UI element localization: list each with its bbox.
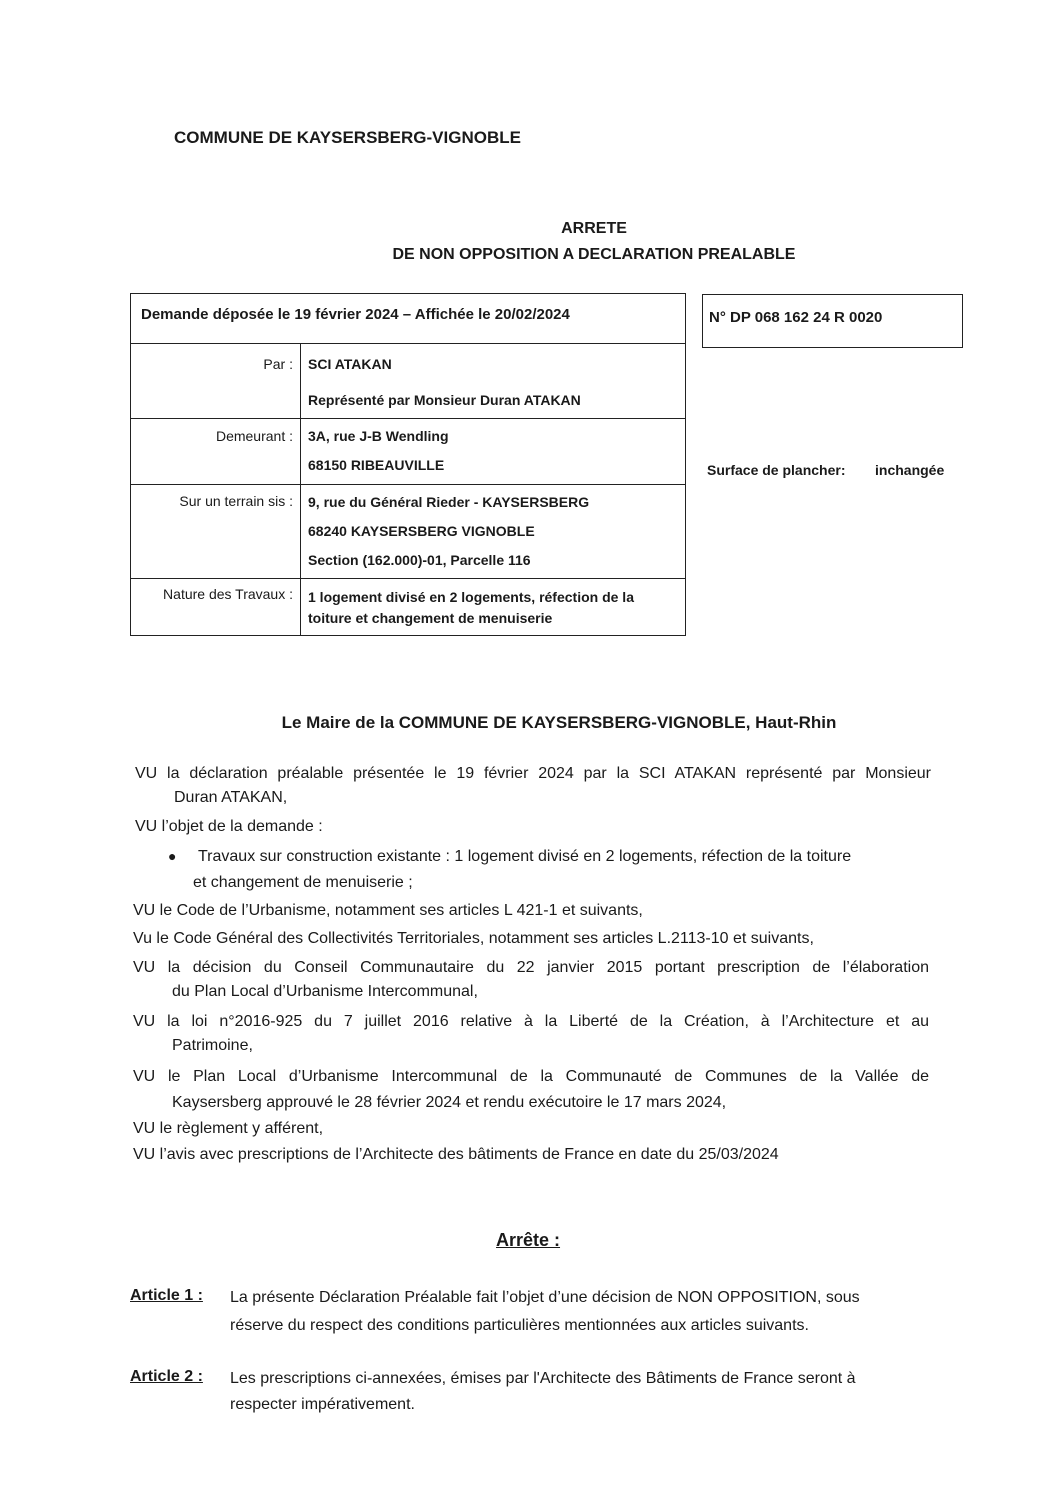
title-subject: DE NON OPPOSITION A DECLARATION PREALABLE bbox=[392, 246, 796, 263]
label-par: Par : bbox=[263, 356, 293, 372]
vu-line: VU l’objet de la demande : bbox=[135, 818, 323, 835]
vu-line: VU la décision du Conseil Communautaire du 22 janvier 2015 portant prescription de l’élaboration bbox=[133, 959, 929, 976]
value-terrain-street: 9, rue du Général Rieder - KAYSERSBERG bbox=[308, 494, 590, 510]
vu-line: VU la loi n°2016-925 du 7 juillet 2016 relative à la Liberté de la Création, à l’Architecture et au bbox=[133, 1013, 929, 1030]
vu-line: Duran ATAKAN, bbox=[174, 789, 288, 806]
value-representative: Représenté par Monsieur Duran ATAKAN bbox=[308, 392, 581, 408]
vu-bullet-line: Travaux sur construction existante : 1 logement divisé en 2 logements, réfection de la toiture bbox=[198, 848, 852, 865]
table-row-divider bbox=[131, 578, 685, 579]
article-1-label: Article 1 : bbox=[130, 1287, 203, 1304]
maire-heading: Le Maire de la COMMUNE DE KAYSERSBERG-VIGNOBLE, Haut-Rhin bbox=[281, 713, 837, 732]
table-divider bbox=[300, 344, 301, 635]
dp-number-box bbox=[702, 294, 963, 348]
title-arrete: ARRETE bbox=[561, 220, 627, 237]
vu-line: Vu le Code Général des Collectivités Territoriales, notamment ses articles L.2113-10 et suivants, bbox=[133, 930, 814, 947]
commune-name: COMMUNE DE KAYSERSBERG-VIGNOBLE bbox=[174, 128, 521, 147]
vu-line: VU l’avis avec prescriptions de l’Architecte des bâtiments de France en date du 25/03/2024 bbox=[133, 1146, 779, 1163]
table-row-divider bbox=[131, 484, 685, 485]
value-terrain-city: 68240 KAYSERSBERG VIGNOBLE bbox=[308, 523, 535, 539]
vu-line: VU le Code de l’Urbanisme, notamment ses articles L 421-1 et suivants, bbox=[133, 902, 643, 919]
arrete-heading: Arrête : bbox=[496, 1230, 561, 1250]
vu-line: Kaysersberg approuvé le 28 février 2024 et rendu exécutoire le 17 mars 2024, bbox=[172, 1094, 727, 1111]
value-address-street: 3A, rue J-B Wendling bbox=[308, 428, 449, 444]
vu-line: VU le Plan Local d’Urbanisme Intercommunal de la Communauté de Communes de la Vallée de bbox=[133, 1068, 929, 1085]
request-table bbox=[130, 293, 686, 636]
vu-line: VU le règlement y afférent, bbox=[133, 1120, 324, 1137]
value-works-line2: toiture et changement de menuiserie bbox=[308, 610, 553, 626]
surface-value: inchangée bbox=[875, 462, 945, 478]
vu-bullet-line: et changement de menuiserie ; bbox=[193, 874, 413, 891]
value-works-line1: 1 logement divisé en 2 logements, réfection de la bbox=[308, 589, 634, 605]
label-nature-travaux: Nature des Travaux : bbox=[163, 586, 293, 602]
article-2-line: Les prescriptions ci-annexées, émises par l'Architecte des Bâtiments de France seront à bbox=[230, 1370, 856, 1387]
label-demeurant: Demeurant : bbox=[215, 428, 293, 444]
vu-line: VU la déclaration préalable présentée le 19 février 2024 par la SCI ATAKAN représenté par Monsieur bbox=[135, 765, 931, 782]
request-table-header bbox=[131, 294, 685, 344]
table-row-divider bbox=[131, 418, 685, 419]
value-applicant: SCI ATAKAN bbox=[308, 356, 392, 372]
dp-number: N° DP 068 162 24 R 0020 bbox=[709, 309, 883, 326]
bullet-icon: ● bbox=[168, 848, 177, 864]
article-1-line: réserve du respect des conditions particulières mentionnées aux articles suivants. bbox=[230, 1317, 809, 1334]
deposit-line: Demande déposée le 19 février 2024 – Affichée le 20/02/2024 bbox=[141, 306, 570, 323]
value-address-city: 68150 RIBEAUVILLE bbox=[308, 457, 445, 473]
vu-line: Patrimoine, bbox=[172, 1037, 253, 1054]
surface-label: Surface de plancher: bbox=[707, 462, 846, 478]
vu-line: du Plan Local d’Urbanisme Intercommunal, bbox=[172, 983, 478, 1000]
label-terrain: Sur un terrain sis : bbox=[179, 493, 293, 509]
article-2-line: respecter impérativement. bbox=[230, 1396, 415, 1413]
article-2-label: Article 2 : bbox=[130, 1368, 203, 1385]
article-1-line: La présente Déclaration Préalable fait l’objet d’une décision de NON OPPOSITION, sous bbox=[230, 1289, 860, 1306]
value-terrain-parcel: Section (162.000)-01, Parcelle 116 bbox=[308, 552, 531, 568]
